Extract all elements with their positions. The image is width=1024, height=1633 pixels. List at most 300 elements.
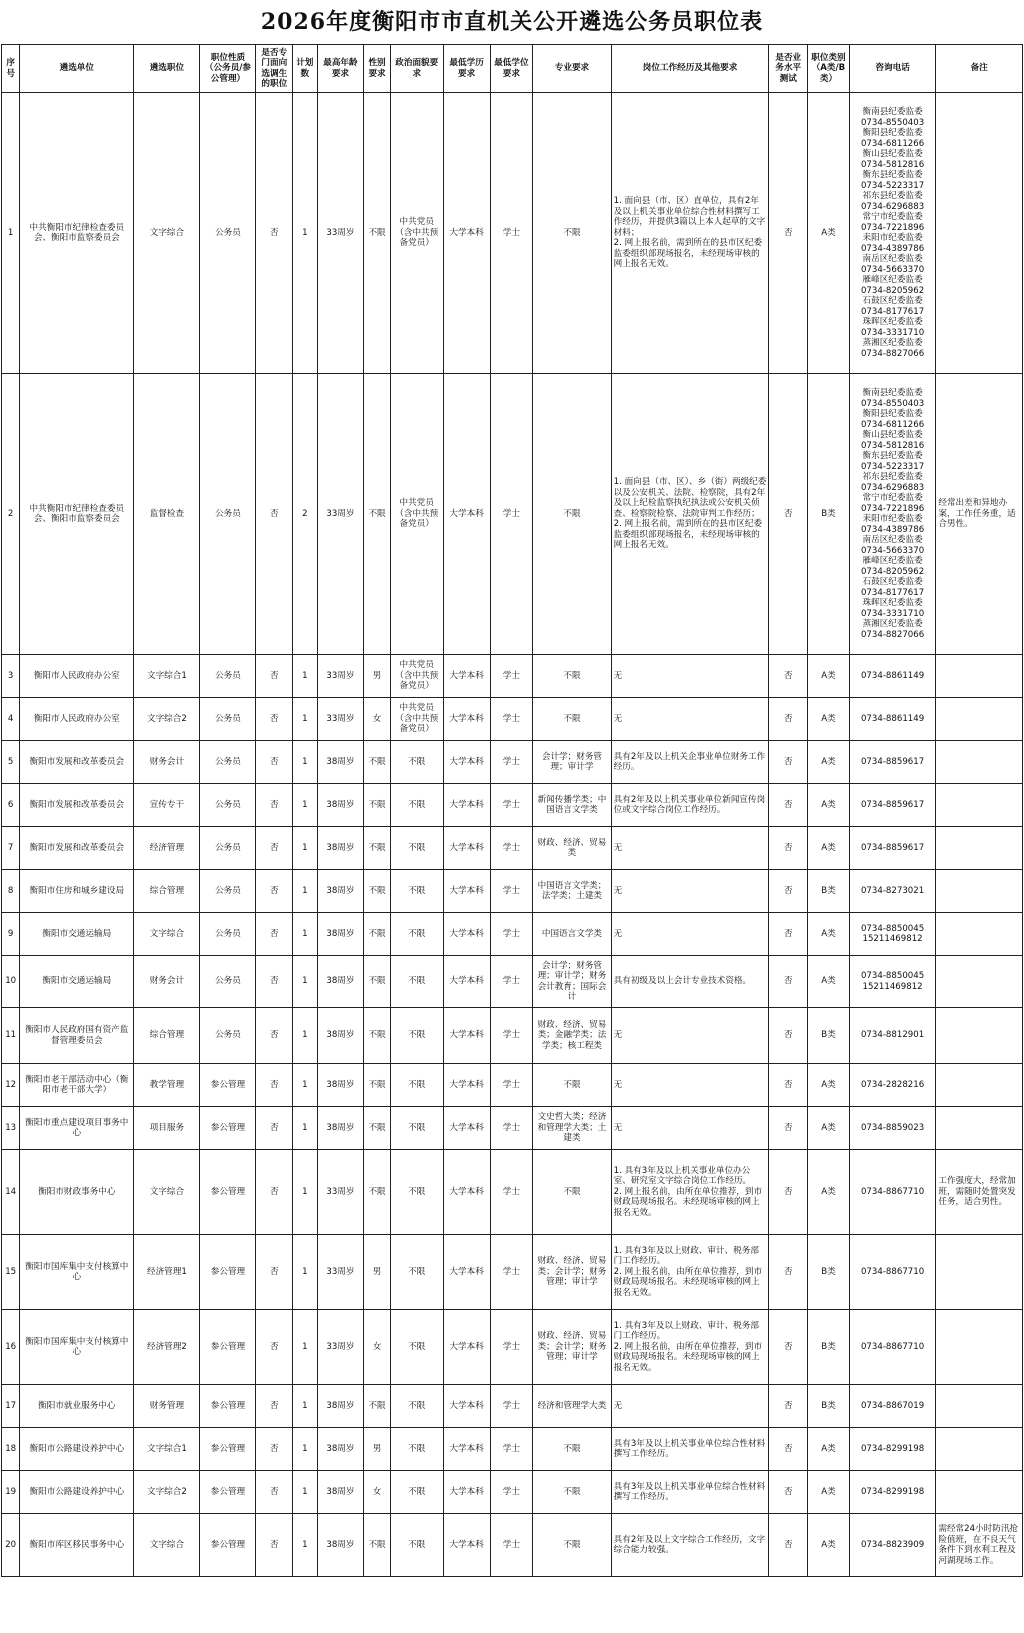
- cell-category: B类: [808, 374, 850, 655]
- cell-count: 1: [293, 741, 317, 784]
- requirement-line: 1. 具有3年及以上机关事业单位办公室、研究室文字综合岗位工作经历。: [613, 1165, 752, 1187]
- cell-nature: 公务员: [200, 741, 256, 784]
- cell-remarks: [936, 1428, 1023, 1471]
- cell-degree: 学士: [490, 913, 533, 956]
- requirement-line: 1. 具有3年及以上财政、审计、税务部门工作经历。: [613, 1320, 759, 1342]
- cell-political: 不限: [390, 1235, 443, 1310]
- cell-major: 不限: [533, 698, 611, 741]
- cell-seq: 2: [2, 374, 20, 655]
- cell-experience: 无: [611, 870, 769, 913]
- cell-count: 1: [293, 956, 317, 1008]
- cell-directed: 否: [256, 913, 293, 956]
- cell-directed: 否: [256, 827, 293, 870]
- cell-test: 否: [769, 1150, 808, 1235]
- cell-political: 中共党员（含中共预备党员）: [390, 655, 443, 698]
- phone-line: 0734-8850045: [860, 971, 925, 981]
- cell-phone: 0734-8867710: [849, 1310, 936, 1385]
- cell-seq: 15: [2, 1235, 20, 1310]
- cell-experience: [611, 1310, 769, 1385]
- phone-line: 0734-7221896: [860, 503, 925, 514]
- cell-position: 文字综合: [134, 1150, 200, 1235]
- cell-political: 不限: [390, 1310, 443, 1385]
- header-age: 最高年龄要求: [317, 45, 364, 93]
- requirement-line: 1. 具有3年及以上财政、审计、税务部门工作经历。: [613, 1245, 759, 1267]
- cell-degree: 学士: [490, 827, 533, 870]
- cell-political: 不限: [390, 1385, 443, 1428]
- cell-political: 不限: [390, 1514, 443, 1577]
- phone-line: 0734-4389786: [860, 524, 925, 535]
- cell-major: 不限: [533, 93, 611, 374]
- cell-education: 大学本科: [443, 1107, 490, 1150]
- cell-degree: 学士: [490, 1064, 533, 1107]
- cell-gender: 女: [364, 1471, 390, 1514]
- cell-political: 不限: [390, 741, 443, 784]
- cell-experience: 具有3年及以上机关事业单位综合性材料撰写工作经历。: [611, 1428, 769, 1471]
- cell-remarks: [936, 956, 1023, 1008]
- cell-degree: 学士: [490, 1471, 533, 1514]
- cell-count: 1: [293, 698, 317, 741]
- header-nature: 职位性质（公务员/参公管理）: [200, 45, 256, 93]
- cell-category: A类: [808, 741, 850, 784]
- cell-education: 大学本科: [443, 827, 490, 870]
- cell-category: A类: [808, 1514, 850, 1577]
- cell-nature: 公务员: [200, 698, 256, 741]
- cell-degree: 学士: [490, 374, 533, 655]
- cell-phone: 0734-8299198: [849, 1471, 936, 1514]
- cell-age: 33周岁: [317, 1235, 364, 1310]
- cell-count: 2: [293, 374, 317, 655]
- cell-nature: 公务员: [200, 1008, 256, 1064]
- cell-degree: 学士: [490, 1428, 533, 1471]
- cell-age: 38周岁: [317, 870, 364, 913]
- cell-remarks: [936, 655, 1023, 698]
- cell-count: 1: [293, 827, 317, 870]
- cell-gender: 不限: [364, 956, 390, 1008]
- cell-directed: 否: [256, 956, 293, 1008]
- cell-age: 33周岁: [317, 93, 364, 374]
- cell-education: 大学本科: [443, 1428, 490, 1471]
- cell-gender: 女: [364, 698, 390, 741]
- cell-position: 文字综合: [134, 93, 200, 374]
- cell-political: 不限: [390, 1008, 443, 1064]
- cell-age: 38周岁: [317, 827, 364, 870]
- cell-political: 不限: [390, 1428, 443, 1471]
- cell-gender: 不限: [364, 1150, 390, 1235]
- cell-gender: 不限: [364, 1064, 390, 1107]
- cell-phone: 0734-8859617: [849, 827, 936, 870]
- cell-degree: 学士: [490, 1150, 533, 1235]
- phone-line: 珠晖区纪委监委: [862, 317, 923, 327]
- cell-nature: 参公管理: [200, 1385, 256, 1428]
- cell-test: 否: [769, 741, 808, 784]
- cell-position: 文字综合: [134, 913, 200, 956]
- cell-experience: 具有3年及以上机关事业单位综合性材料撰写工作经历。: [611, 1471, 769, 1514]
- cell-major: 中国语言文学类；法学类；土建类: [533, 870, 611, 913]
- cell-degree: 学士: [490, 93, 533, 374]
- cell-count: 1: [293, 1514, 317, 1577]
- cell-phone: 0734-8859617: [849, 784, 936, 827]
- cell-gender: 不限: [364, 1008, 390, 1064]
- cell-seq: 16: [2, 1310, 20, 1385]
- cell-major: 不限: [533, 374, 611, 655]
- cell-seq: 20: [2, 1514, 20, 1577]
- phone-line: 15211469812: [862, 981, 923, 992]
- cell-major: 不限: [533, 1150, 611, 1235]
- requirement-line: 2. 网上报名前，由所在单位推荐，到市财政局现场报名。未经现场审核的网上报名无效。: [613, 1341, 763, 1373]
- cell-directed: 否: [256, 1064, 293, 1107]
- cell-phone: 0734-8859617: [849, 741, 936, 784]
- cell-position: 教学管理: [134, 1064, 200, 1107]
- cell-gender: 男: [364, 1235, 390, 1310]
- cell-gender: 不限: [364, 870, 390, 913]
- cell-test: 否: [769, 1235, 808, 1310]
- cell-education: 大学本科: [443, 1385, 490, 1428]
- cell-unit: 衡阳市库区移民事务中心: [20, 1514, 134, 1577]
- cell-test: 否: [769, 956, 808, 1008]
- cell-seq: 11: [2, 1008, 20, 1064]
- cell-degree: 学士: [490, 956, 533, 1008]
- cell-age: 33周岁: [317, 1310, 364, 1385]
- cell-age: 38周岁: [317, 1514, 364, 1577]
- cell-gender: 男: [364, 1428, 390, 1471]
- cell-directed: 否: [256, 1150, 293, 1235]
- requirement-line: 1. 面向县（市、区）、乡（街）两级纪委以及公安机关、法院、检察院，具有2年及以上纪检监察执纪执法或公安机关侦查、检察院检察、法院审判工作经历；: [613, 477, 767, 519]
- cell-directed: 否: [256, 1107, 293, 1150]
- cell-seq: 17: [2, 1385, 20, 1428]
- phone-line: 0734-8850045: [860, 923, 925, 934]
- cell-major: 不限: [533, 655, 611, 698]
- cell-seq: 19: [2, 1471, 20, 1514]
- phone-line: 祁东县纪委监委: [862, 472, 923, 482]
- requirement-line: 2. 网上报名前，由所在单位推荐，到市财政局现场报名。未经现场审核的网上报名无效。: [613, 1266, 763, 1298]
- requirement-line: 1. 面向县（市、区）直单位，具有2年及以上机关事业单位综合性材料撰写工作经历，并提供3篇以上本人起草的文字材料；: [613, 196, 766, 238]
- cell-directed: 否: [256, 1310, 293, 1385]
- cell-unit: 衡阳市国库集中支付核算中心: [20, 1310, 134, 1385]
- cell-position: 财务管理: [134, 1385, 200, 1428]
- cell-test: 否: [769, 1107, 808, 1150]
- cell-remarks: [936, 1107, 1023, 1150]
- cell-major: 财政、经济、贸易类；会计学；财务管理；审计学: [533, 1310, 611, 1385]
- header-remarks: 备注: [936, 45, 1023, 93]
- cell-education: 大学本科: [443, 913, 490, 956]
- cell-count: 1: [293, 655, 317, 698]
- cell-experience: 无: [611, 827, 769, 870]
- phone-line: 15211469812: [862, 934, 923, 944]
- phone-line: 祁东县纪委监委: [862, 191, 923, 201]
- cell-major: 不限: [533, 1471, 611, 1514]
- header-count: 计划数: [293, 45, 317, 93]
- cell-seq: 3: [2, 655, 20, 698]
- cell-directed: 否: [256, 784, 293, 827]
- cell-directed: 否: [256, 870, 293, 913]
- cell-phone: 0734-8861149: [849, 698, 936, 741]
- cell-category: A类: [808, 1471, 850, 1514]
- cell-position: 文字综合1: [134, 655, 200, 698]
- header-experience: 岗位工作经历及其他要求: [611, 45, 769, 93]
- cell-category: A类: [808, 1428, 850, 1471]
- phone-line: 耒阳市纪委监委: [862, 233, 923, 243]
- cell-education: 大学本科: [443, 1064, 490, 1107]
- cell-position: 文字综合1: [134, 1428, 200, 1471]
- cell-phone: 0734-2828216: [849, 1064, 936, 1107]
- phone-line: 0734-8205962: [860, 285, 925, 296]
- cell-age: 38周岁: [317, 784, 364, 827]
- cell-education: 大学本科: [443, 698, 490, 741]
- cell-nature: 公务员: [200, 913, 256, 956]
- phone-line: 南岳区纪委监委: [862, 535, 923, 545]
- cell-position: 文字综合: [134, 1514, 200, 1577]
- cell-political: 不限: [390, 913, 443, 956]
- cell-age: 38周岁: [317, 1385, 364, 1428]
- cell-education: 大学本科: [443, 956, 490, 1008]
- phone-line: 蒸湘区纪委监委: [862, 338, 923, 348]
- table-row: [2, 913, 1023, 956]
- cell-major: 不限: [533, 1428, 611, 1471]
- cell-education: 大学本科: [443, 1310, 490, 1385]
- phone-line: 常宁市纪委监委: [862, 493, 923, 503]
- cell-test: 否: [769, 374, 808, 655]
- cell-age: 38周岁: [317, 913, 364, 956]
- cell-category: B类: [808, 1235, 850, 1310]
- cell-phone: 0734-8867710: [849, 1235, 936, 1310]
- cell-unit: 衡阳市住房和城乡建设局: [20, 870, 134, 913]
- cell-directed: 否: [256, 374, 293, 655]
- table-row: [2, 655, 1023, 698]
- cell-nature: 公务员: [200, 870, 256, 913]
- cell-category: A类: [808, 1064, 850, 1107]
- cell-position: 文字综合2: [134, 1471, 200, 1514]
- cell-major: 中国语言文学类: [533, 913, 611, 956]
- cell-directed: 否: [256, 1235, 293, 1310]
- table-row: [2, 1235, 1023, 1310]
- cell-unit: 衡阳市交通运输局: [20, 913, 134, 956]
- cell-education: 大学本科: [443, 1514, 490, 1577]
- phone-line: 衡南县纪委监委: [862, 388, 923, 398]
- cell-phone: 0734-8859023: [849, 1107, 936, 1150]
- cell-gender: 不限: [364, 827, 390, 870]
- cell-directed: 否: [256, 1471, 293, 1514]
- cell-seq: 9: [2, 913, 20, 956]
- cell-test: 否: [769, 1428, 808, 1471]
- cell-test: 否: [769, 93, 808, 374]
- cell-nature: 参公管理: [200, 1150, 256, 1235]
- header-test: 是否业务水平测试: [769, 45, 808, 93]
- header-gender: 性别要求: [364, 45, 390, 93]
- phone-line: 0734-6296883: [860, 482, 925, 493]
- cell-gender: 男: [364, 655, 390, 698]
- cell-remarks: [936, 1008, 1023, 1064]
- cell-count: 1: [293, 1150, 317, 1235]
- phone-line: 衡山县纪委监委: [862, 149, 923, 159]
- cell-major: 新闻传播学类；中国语言文学类: [533, 784, 611, 827]
- phone-line: 0734-5223317: [860, 461, 925, 472]
- phone-line: 衡东县纪委监委: [862, 451, 923, 461]
- cell-seq: 5: [2, 741, 20, 784]
- cell-directed: 否: [256, 655, 293, 698]
- phone-line: 0734-8550403: [860, 117, 925, 128]
- cell-directed: 否: [256, 698, 293, 741]
- cell-phone: 0734-8812901: [849, 1008, 936, 1064]
- cell-count: 1: [293, 1428, 317, 1471]
- phone-line: 0734-8827066: [860, 629, 925, 640]
- cell-remarks: 经常出差和异地办案，工作任务重，适合男性。: [936, 374, 1023, 655]
- cell-phone: [849, 93, 936, 374]
- cell-political: 不限: [390, 870, 443, 913]
- cell-experience: 无: [611, 698, 769, 741]
- cell-count: 1: [293, 784, 317, 827]
- cell-nature: 公务员: [200, 655, 256, 698]
- phone-line: 蒸湘区纪委监委: [862, 619, 923, 629]
- cell-nature: 参公管理: [200, 1310, 256, 1385]
- cell-experience: 无: [611, 1064, 769, 1107]
- cell-major: 会计学；财务管理；审计学: [533, 741, 611, 784]
- cell-degree: 学士: [490, 741, 533, 784]
- cell-nature: 参公管理: [200, 1471, 256, 1514]
- cell-experience: 无: [611, 655, 769, 698]
- cell-age: 38周岁: [317, 1471, 364, 1514]
- phone-line: 南岳区纪委监委: [862, 254, 923, 264]
- cell-remarks: [936, 741, 1023, 784]
- cell-unit: 衡阳市公路建设养护中心: [20, 1471, 134, 1514]
- header-political: 政治面貌要求: [390, 45, 443, 93]
- cell-position: 项目服务: [134, 1107, 200, 1150]
- cell-education: 大学本科: [443, 374, 490, 655]
- header-degree: 最低学位要求: [490, 45, 533, 93]
- cell-unit: 衡阳市发展和改革委员会: [20, 784, 134, 827]
- cell-remarks: 需经常24小时防汛抢险值班，在不良天气条件下到水利工程及河湖现场工作。: [936, 1514, 1023, 1577]
- cell-count: 1: [293, 1107, 317, 1150]
- cell-category: A类: [808, 956, 850, 1008]
- cell-position: 宣传专干: [134, 784, 200, 827]
- cell-political: 中共党员（含中共预备党员）: [390, 698, 443, 741]
- cell-experience: [611, 374, 769, 655]
- cell-degree: 学士: [490, 1235, 533, 1310]
- cell-seq: 7: [2, 827, 20, 870]
- cell-age: 33周岁: [317, 698, 364, 741]
- table-row: [2, 698, 1023, 741]
- cell-phone: [849, 956, 936, 1008]
- cell-seq: 14: [2, 1150, 20, 1235]
- cell-nature: 公务员: [200, 827, 256, 870]
- cell-education: 大学本科: [443, 1008, 490, 1064]
- header-phone: 咨询电话: [849, 45, 936, 93]
- table-row: [2, 1008, 1023, 1064]
- table-row: [2, 1150, 1023, 1235]
- cell-remarks: [936, 1471, 1023, 1514]
- cell-position: 综合管理: [134, 1008, 200, 1064]
- phone-line: 0734-6296883: [860, 201, 925, 212]
- cell-category: A类: [808, 1107, 850, 1150]
- cell-test: 否: [769, 1514, 808, 1577]
- phone-line: 耒阳市纪委监委: [862, 514, 923, 524]
- cell-major: 文史哲大类；经济和管理学大类；土建类: [533, 1107, 611, 1150]
- cell-category: A类: [808, 784, 850, 827]
- phone-line: 0734-5223317: [860, 180, 925, 191]
- cell-phone: 0734-8867710: [849, 1150, 936, 1235]
- phone-line: 0734-5812816: [860, 159, 925, 170]
- cell-phone: 0734-8273021: [849, 870, 936, 913]
- cell-position: 文字综合2: [134, 698, 200, 741]
- cell-test: 否: [769, 1064, 808, 1107]
- cell-unit: 衡阳市发展和改革委员会: [20, 827, 134, 870]
- cell-unit: 衡阳市发展和改革委员会: [20, 741, 134, 784]
- cell-gender: 不限: [364, 784, 390, 827]
- cell-category: B类: [808, 1385, 850, 1428]
- cell-remarks: 工作强度大，经常加班，需随时处置突发任务，适合男性。: [936, 1150, 1023, 1235]
- cell-test: 否: [769, 827, 808, 870]
- cell-phone: 0734-8867019: [849, 1385, 936, 1428]
- cell-phone: [849, 913, 936, 956]
- phone-line: 雁峰区纪委监委: [862, 275, 923, 285]
- cell-count: 1: [293, 870, 317, 913]
- table-body: [2, 93, 1023, 1577]
- cell-gender: 女: [364, 1310, 390, 1385]
- cell-nature: 公务员: [200, 784, 256, 827]
- header-position: 遴选职位: [134, 45, 200, 93]
- cell-experience: 无: [611, 1107, 769, 1150]
- cell-directed: 否: [256, 741, 293, 784]
- cell-age: 38周岁: [317, 1428, 364, 1471]
- cell-gender: 不限: [364, 741, 390, 784]
- phone-line: 0734-5812816: [860, 440, 925, 451]
- cell-experience: 具有2年及以上文字综合工作经历，文字综合能力较强。: [611, 1514, 769, 1577]
- table-row: [2, 827, 1023, 870]
- requirement-line: 2. 网上报名前，由所在单位推荐，到市财政局现场报名。未经现场审核的网上报名无效。: [613, 1186, 763, 1218]
- cell-unit: 衡阳市人民政府办公室: [20, 698, 134, 741]
- cell-age: 38周岁: [317, 956, 364, 1008]
- cell-remarks: [936, 870, 1023, 913]
- cell-category: A类: [808, 93, 850, 374]
- phone-line: 0734-8177617: [860, 306, 925, 317]
- cell-experience: 具有2年及以上机关企事业单位财务工作经历。: [611, 741, 769, 784]
- cell-unit: 衡阳市公路建设养护中心: [20, 1428, 134, 1471]
- cell-unit: 衡阳市财政事务中心: [20, 1150, 134, 1235]
- cell-experience: [611, 93, 769, 374]
- table-row: [2, 1514, 1023, 1577]
- cell-political: 不限: [390, 1150, 443, 1235]
- cell-age: 33周岁: [317, 374, 364, 655]
- cell-degree: 学士: [490, 1385, 533, 1428]
- cell-seq: 8: [2, 870, 20, 913]
- cell-political: 不限: [390, 827, 443, 870]
- cell-category: A类: [808, 655, 850, 698]
- table-row: [2, 956, 1023, 1008]
- cell-unit: 衡阳市人民政府办公室: [20, 655, 134, 698]
- cell-gender: 不限: [364, 374, 390, 655]
- phone-line: 0734-4389786: [860, 243, 925, 254]
- cell-unit: 中共衡阳市纪律检查委员会、衡阳市监察委员会: [20, 93, 134, 374]
- cell-nature: 参公管理: [200, 1107, 256, 1150]
- cell-degree: 学士: [490, 1514, 533, 1577]
- phone-line: 衡阳县纪委监委: [862, 409, 923, 419]
- cell-count: 1: [293, 1235, 317, 1310]
- cell-count: 1: [293, 1310, 317, 1385]
- cell-degree: 学士: [490, 1107, 533, 1150]
- cell-age: 33周岁: [317, 1150, 364, 1235]
- header-category: 职位类别（A类/B类）: [808, 45, 850, 93]
- phone-line: 0734-3331710: [860, 327, 925, 338]
- table-row: [2, 1310, 1023, 1385]
- cell-nature: 公务员: [200, 956, 256, 1008]
- header-unit: 遴选单位: [20, 45, 134, 93]
- cell-position: 经济管理: [134, 827, 200, 870]
- phone-line: 0734-8827066: [860, 348, 925, 359]
- cell-major: 财政、经济、贸易类；会计学；财务管理；审计学: [533, 1235, 611, 1310]
- cell-position: 监督检查: [134, 374, 200, 655]
- cell-count: 1: [293, 1471, 317, 1514]
- cell-political: 中共党员（含中共预备党员）: [390, 93, 443, 374]
- cell-seq: 10: [2, 956, 20, 1008]
